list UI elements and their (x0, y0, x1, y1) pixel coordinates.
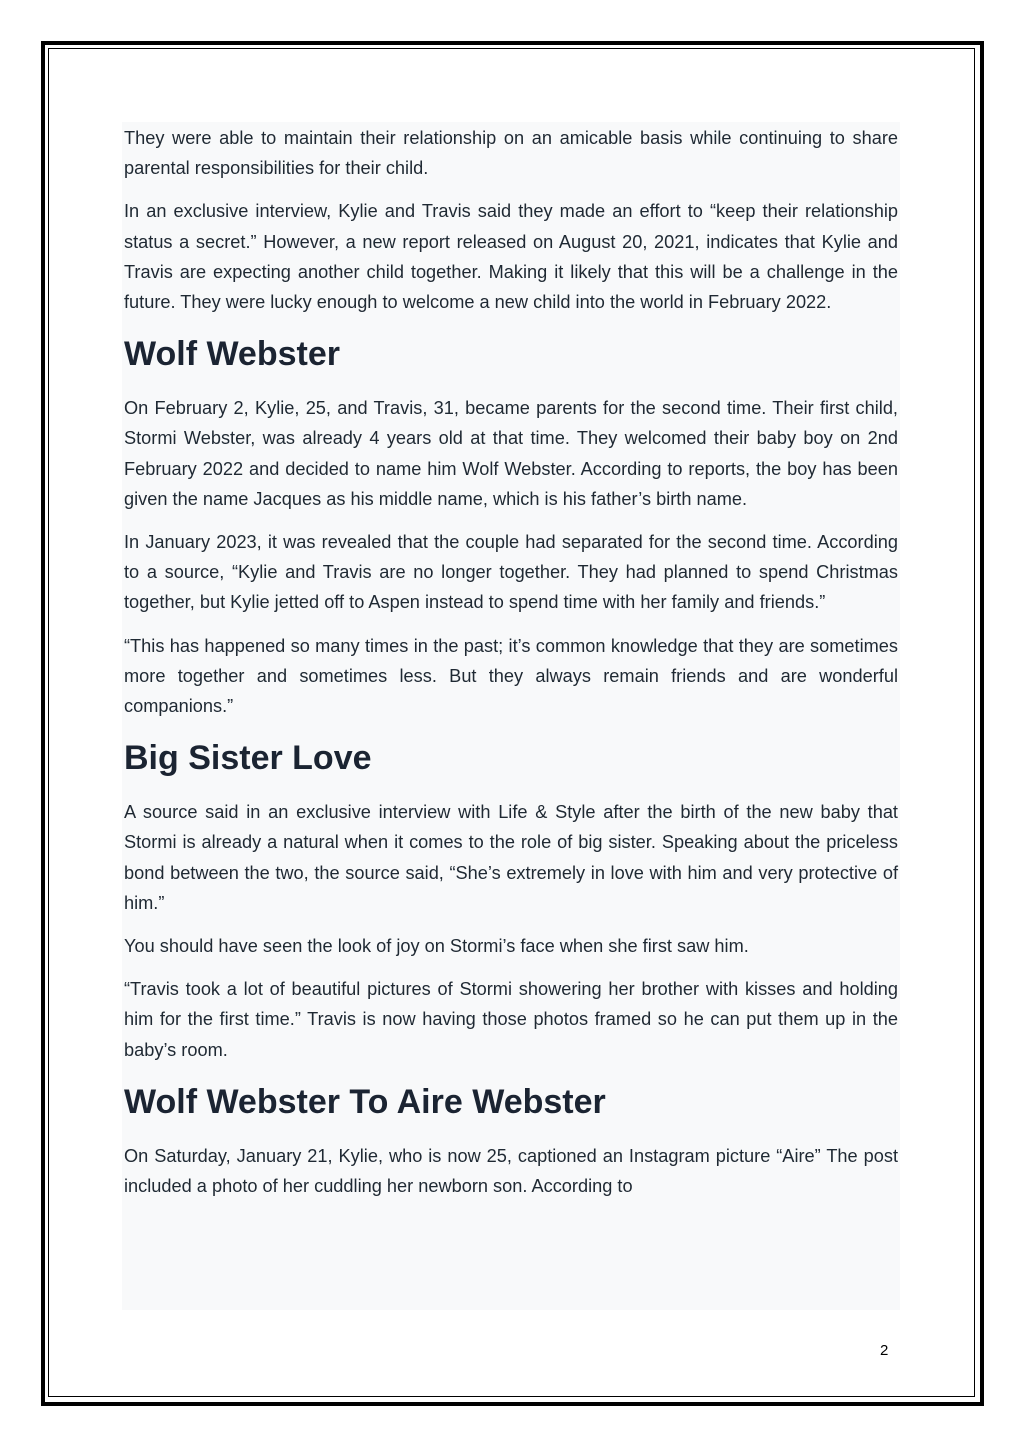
paragraph: On Saturday, January 21, Kylie, who is now 25, captioned an Instagram picture “Aire” The post included a photo of her cuddling her newborn son. According to (124, 1145, 898, 1197)
paragraph: “Travis took a lot of beautiful pictures of Stormi showering her brother with kisses and holding him for the first time.” Travis is now having those photos framed so he can put them up in the baby’s room. (124, 979, 898, 1060)
page-number: 2 (880, 1342, 889, 1359)
paragraph: In January 2023, it was revealed that the couple had separated for the second time. According to a source, “Kylie and Travis are no longer together. They had planned to spend Christmas together, but Kylie jetted off to Aspen instead to spend time with her family and friends.” (124, 532, 898, 613)
paragraph: A source said in an exclusive interview with Life & Style after the birth of the new baby that Stormi is already a natural when it comes to the role of big sister. Speaking about the priceless bond between the two, the source said, “She’s extremely in love with him and very protective of him.” (124, 802, 898, 913)
section-heading-big-sister-love: Big Sister Love (124, 739, 372, 778)
paragraph: They were able to maintain their relationship on an amicable basis while continuing to share parental responsibilities for their child. (124, 128, 898, 179)
document-body (122, 122, 900, 1310)
section-heading-wolf-webster: Wolf Webster (124, 335, 340, 374)
paragraph: On February 2, Kylie, 25, and Travis, 31, became parents for the second time. Their first child, Stormi Webster, was already 4 years old at that time. They welcomed their baby boy on 2nd February 2022 and decided to name him Wolf Webster. According to reports, the boy has been given the name Jacques as his middle name, which is his father’s birth name. (124, 398, 898, 509)
paragraph: In an exclusive interview, Kylie and Travis said they made an effort to “keep their relationship status a secret.” However, a new report released on August 20, 2021, indicates that Kylie and Travis are expecting another child together. Making it likely that this will be a challenge in the future. They were lucky enough to welcome a new child into the world in February 2022. (124, 201, 898, 313)
section-heading-wolf-to-aire: Wolf Webster To Aire Webster (124, 1082, 606, 1121)
paragraph: You should have seen the look of joy on Stormi’s face when she first saw him. (124, 936, 749, 957)
paragraph: “This has happened so many times in the past; it’s common knowledge that they are sometimes more together and sometimes less. But they always remain friends and are wonderful companions.” (124, 635, 898, 717)
